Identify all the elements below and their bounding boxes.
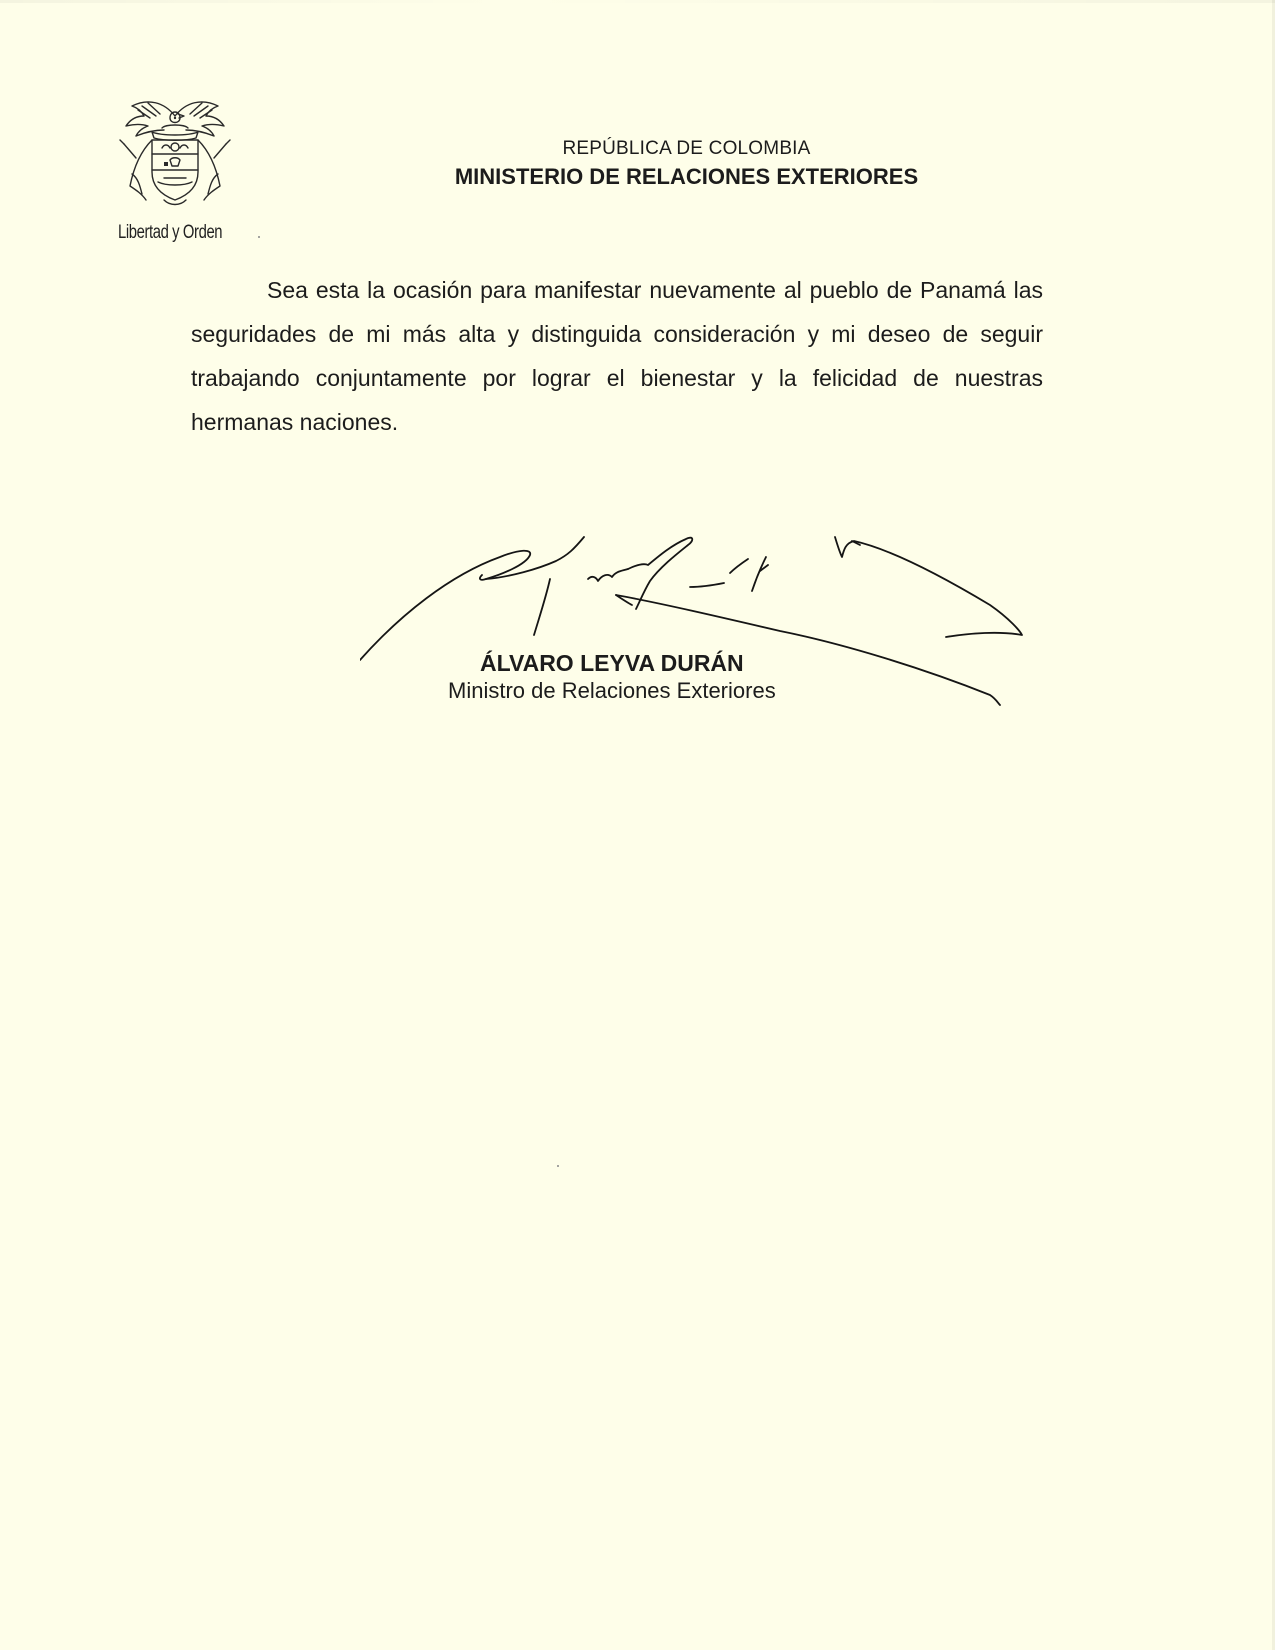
header-ministry: MINISTERIO DE RELACIONES EXTERIORES xyxy=(454,164,919,189)
scan-top-edge xyxy=(0,0,1275,3)
header-country: REPÚBLICA DE COLOMBIA xyxy=(562,138,811,159)
closing-paragraph: Sea esta la ocasión para manifestar nuevamente al pueblo de Panamá las seguridades de mi más alta y distinguida consideración y mi deseo de seguir trabajando conjuntamente por lograr el bienestar y la felicidad de nuestras hermanas naciones. xyxy=(191,277,1043,435)
scan-speck xyxy=(557,1165,559,1167)
handwritten-signature-icon xyxy=(360,535,1080,755)
signer-title: Ministro de Relaciones Exteriores xyxy=(448,678,776,703)
scan-speck xyxy=(258,236,260,238)
motto-text: Libertad y Orden xyxy=(118,222,223,243)
signer-name: ÁLVARO LEYVA DURÁN xyxy=(480,650,744,676)
